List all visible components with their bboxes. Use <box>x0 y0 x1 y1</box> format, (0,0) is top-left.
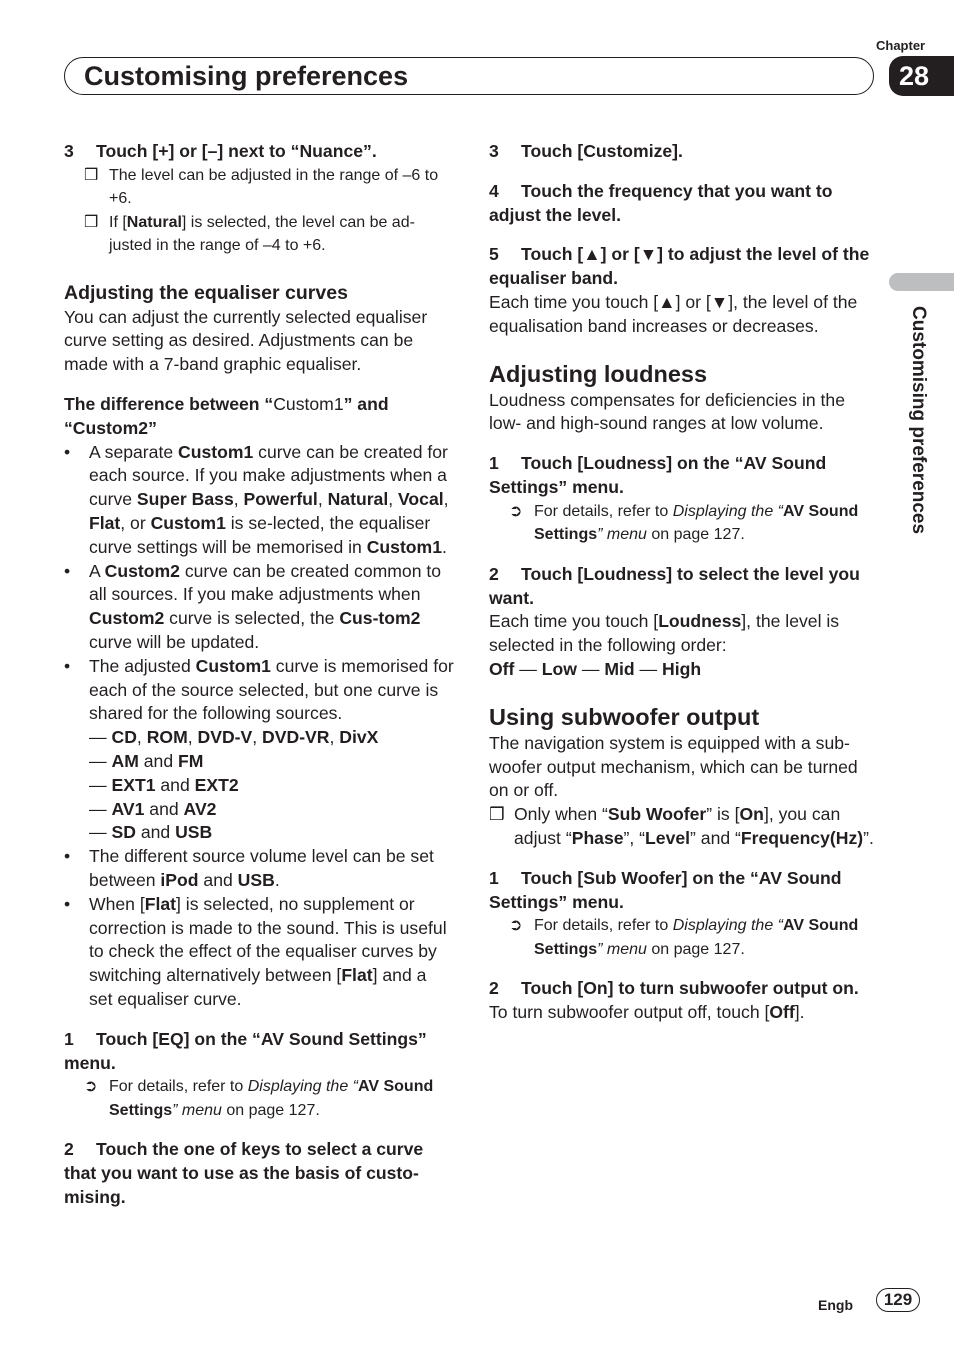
loudness-step-2-body: Each time you touch [Loudness], the level is selected in the following order: <box>489 611 840 656</box>
note: ➲ For details, refer to Displaying the “AV Sound Settings” menu on page 127. <box>489 500 879 547</box>
arrow-icon: ➲ <box>509 917 523 935</box>
list-item: • A separate Custom1 curve can be created for each source. If you make adjustments when a curve Super Bass, Powerful, Natural, Vocal, Flat, or Custom1 is se-lected, the equaliser curve settings will be memorised in Custom1. <box>64 441 449 557</box>
step-2-select-curve: 2 Touch the one of keys to select a curve that you want to use as the basis of custo-mising. <box>64 1139 424 1207</box>
difference-title: The difference between “Custom1” and “Custom2” <box>64 393 389 438</box>
source-group: — AM and FM <box>89 750 204 771</box>
bullet-icon: • <box>64 893 71 914</box>
list-item: • A Custom2 curve can be created common to all sources. If you make adjustments when Custom2 curve is selected, the Cus-tom2 curve will be updated. <box>64 560 442 652</box>
checkbox-icon: ❒ <box>489 804 505 825</box>
list-item: • The adjusted Custom1 curve is memorised for each of the source selected, but one curve is shared for the following sources. <box>64 655 454 724</box>
note: ❒ Only when “Sub Woofer” is [On], you can adjust “Phase”, “Level” and “Frequency(Hz)”. <box>489 804 874 848</box>
note: ➲ For details, refer to Displaying the “AV Sound Settings” menu on page 127. <box>489 914 879 961</box>
step-5-body: Each time you touch [▲] or [▼], the level of the equalisation band increases or decreases. <box>489 291 858 336</box>
bullet-icon: • <box>64 655 71 676</box>
loudness-step-2: 2 Touch [Loudness] to select the level you want. <box>489 563 860 608</box>
list-item: • The different source volume level can be set between iPod and USB. <box>64 846 434 890</box>
section-title-equaliser: Adjusting the equaliser curves <box>64 281 348 304</box>
source-group: — SD and USB <box>89 822 213 843</box>
subwoofer-step-1: 1 Touch [Sub Woofer] on the “AV Sound Settings” menu. <box>489 867 842 912</box>
section-title-loudness: Adjusting loudness <box>489 360 708 387</box>
checkbox-icon: ❒ <box>84 213 99 231</box>
section-body-subwoofer: The navigation system is equipped with a sub-woofer output mechanism, which can be turned on or off. <box>489 732 858 801</box>
loudness-step-1: 1 Touch [Loudness] on the “AV Sound Settings” menu. <box>489 453 827 497</box>
step-4-touch-frequency: 4 Touch the frequency that you want to adjust the level. <box>489 180 833 225</box>
checkbox-icon: ❒ <box>84 166 99 184</box>
right-column <box>489 140 879 1025</box>
bullet-icon: • <box>64 441 71 462</box>
arrow-icon: ➲ <box>84 1078 98 1096</box>
subwoofer-step-2: 2 Touch [On] to turn subwoofer output on. <box>489 978 859 999</box>
list-item: • When [Flat] is selected, no supplement or correction is made to the sound. This is useful to check the effect of the equaliser curves by switching alternatively between [Flat] and a set equaliser curve. <box>64 893 447 1009</box>
note: ❒ If [Natural] is selected, the level can be ad-justed in the range of –4 to +6. <box>64 211 454 258</box>
subwoofer-step-2-body: To turn subwoofer output off, touch [Off]. <box>489 1002 805 1023</box>
section-body-equaliser: You can adjust the currently selected equaliser curve setting as desired. Adjustments can be made with a 7-band graphic equaliser. <box>64 306 428 375</box>
step-5-adjust-level: 5 Touch [▲] or [▼] to adjust the level of the equaliser band. <box>489 244 870 289</box>
left-column <box>64 140 454 1210</box>
bullet-icon: • <box>64 560 71 581</box>
section-body-loudness: Loudness compensates for deficiencies in the low- and high-sound ranges at low volume. <box>489 389 845 434</box>
note: ❒ The level can be adjusted in the range of –6 to +6. <box>64 164 454 211</box>
step-3-touch-nuance: 3 Touch [+] or [–] next to “Nuance”. <box>64 141 377 161</box>
side-tab-label: Customising preferences <box>908 306 929 535</box>
note: ➲ For details, refer to Displaying the “AV Sound Settings” menu on page 127. <box>64 1075 454 1122</box>
loudness-order: Off — Low — Mid — High <box>489 658 702 679</box>
step-1-touch-eq: 1 Touch [EQ] on the “AV Sound Settings” menu. <box>64 1028 427 1073</box>
step-3-touch-customize: 3 Touch [Customize]. <box>489 141 683 161</box>
arrow-icon: ➲ <box>509 502 523 520</box>
page-number: 129 <box>876 1288 920 1312</box>
footer-language: Engb <box>818 1297 853 1313</box>
source-group: — AV1 and AV2 <box>89 798 217 819</box>
side-tab-marker <box>889 273 954 291</box>
source-group: — CD, ROM, DVD-V, DVD-VR, DivX <box>89 727 379 748</box>
chapter-number: 28 <box>889 56 954 96</box>
chapter-label: Chapter <box>876 38 926 53</box>
source-group: — EXT1 and EXT2 <box>89 774 239 795</box>
section-title-subwoofer: Using subwoofer output <box>489 703 760 730</box>
page-title: Customising preferences <box>84 61 409 91</box>
bullet-icon: • <box>64 846 71 867</box>
